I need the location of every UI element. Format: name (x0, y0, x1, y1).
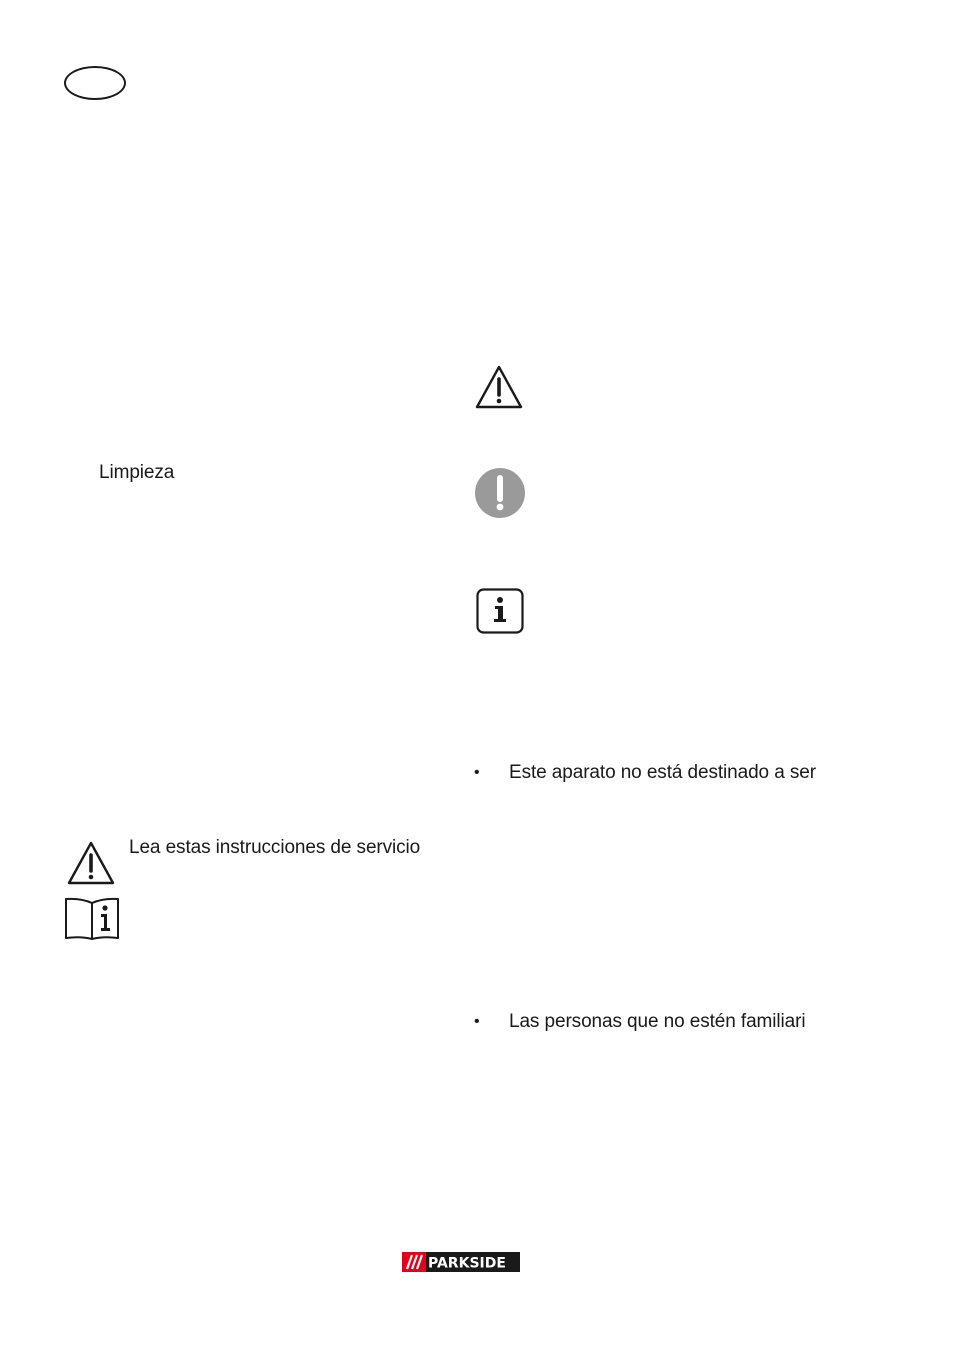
read-manual-book-icon (63, 895, 121, 940)
parkside-logo (402, 1252, 520, 1277)
info-box-icon (476, 588, 524, 634)
bullet-marker: • (474, 1013, 480, 1030)
toc-item-limpieza: Limpieza (99, 462, 175, 483)
brand-name: PARKSIDE (428, 1255, 506, 1272)
language-badge-icon (64, 66, 126, 100)
bullet-text: Este aparato no está destinado a ser (509, 762, 816, 783)
bullet-marker: • (474, 764, 480, 781)
caution-exclamation-icon (474, 467, 526, 519)
warning-triangle-icon (474, 364, 524, 410)
bullet-text: Las personas que no estén familiari (509, 1011, 806, 1032)
read-instructions-text: Lea estas instrucciones de servicio (129, 837, 421, 858)
warning-triangle-icon (66, 840, 116, 886)
